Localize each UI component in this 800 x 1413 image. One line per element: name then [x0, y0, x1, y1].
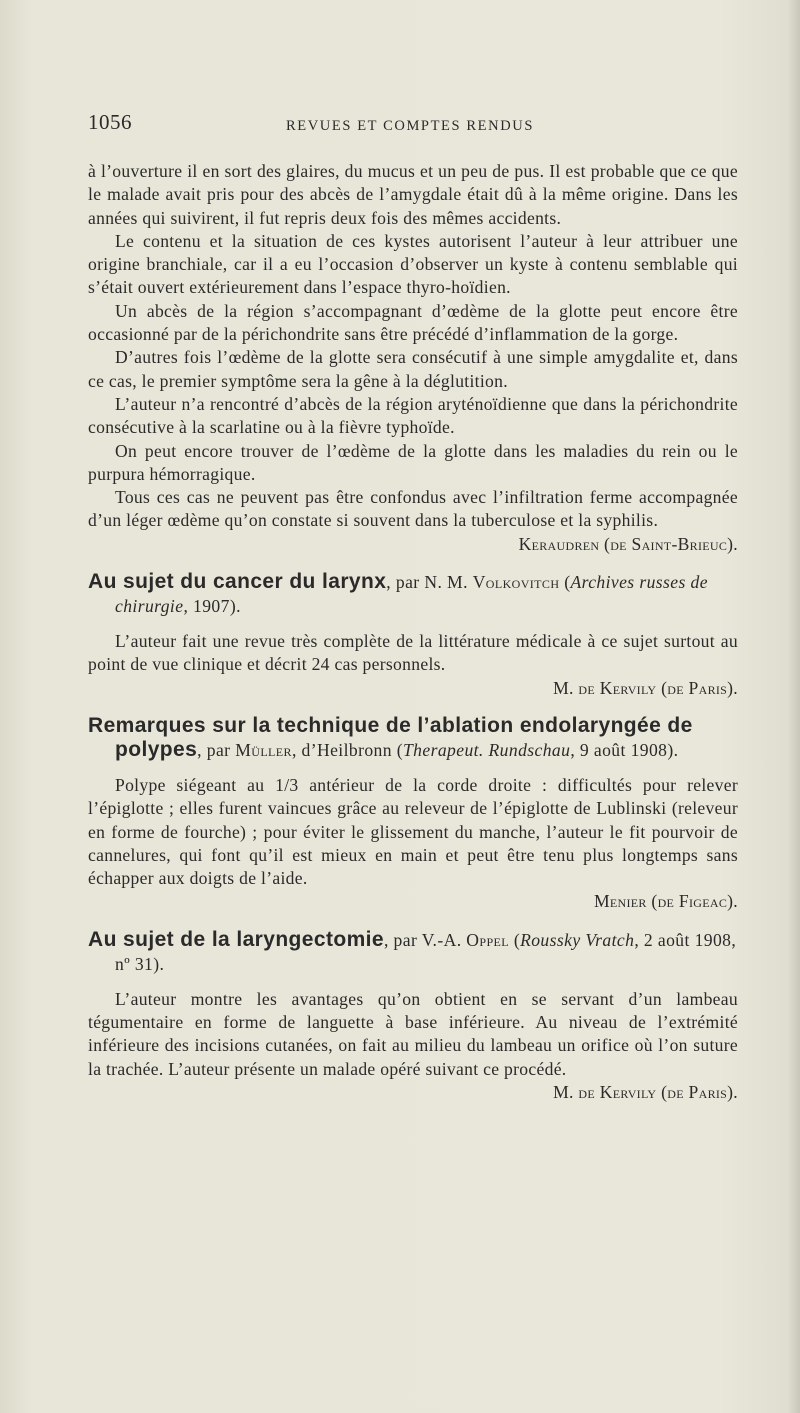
reviewer-signature: M. de Kervily (de Paris).	[553, 677, 738, 698]
review-title: Au sujet de la laryngectomie	[88, 927, 384, 951]
review-heading	[88, 570, 738, 618]
paragraph	[88, 774, 738, 914]
spacer	[88, 762, 738, 774]
review-heading	[88, 928, 738, 976]
author-place: , d’Heilbronn (	[291, 739, 403, 760]
source-journal: Therapeut. Rundschau	[403, 739, 571, 760]
spacer	[88, 914, 738, 928]
paragraph: L’auteur n’a rencontré d’abcès de la région aryténoïdienne que dans la périchondrite consécutive à la scarlatine ou à la fièvre typhoïde.	[88, 393, 738, 438]
spacer	[88, 556, 738, 570]
author-name: Müller	[235, 739, 292, 760]
page-body	[88, 160, 738, 1104]
page-edge	[786, 0, 800, 1413]
byline: , par V.-A.	[383, 929, 467, 950]
paragraph: L’auteur fait une revue très complète de la littérature médicale à ce sujet surtout au point de vue clinique et décrit 24 cas personnels.	[88, 631, 738, 675]
paragraph-text: Polype siégeant au 1/3 antérieur de la corde droite : difficultés pour relever l’épiglotte ; elles furent vaincues grâce au releveur de l’épiglotte de Lublinski (releveur en forme de fourche) ; pour éviter le glissement du manche, l’auteur le fit pourvoir de cannelures, qui font qu’il est mieux en main et peut être tenu plus longtemps sans échapper aux doigts de l’aide.	[88, 774, 738, 889]
paragraph: à l’ouverture il en sort des glaires, du mucus et un peu de pus. Il est probable que ce que le malade avait pris pour des abcès de l’amygdale était dû à la même origine. Dans les années qui suivirent, il fut repris deux fois des mêmes accidents.	[88, 161, 738, 228]
spacer	[88, 976, 738, 988]
source-open: (	[509, 929, 521, 950]
spacer	[88, 618, 738, 630]
author-name: Volkovitch	[472, 572, 560, 593]
page-header	[88, 110, 768, 150]
paragraph: D’autres fois l’œdème de la glotte sera consécutif à une simple amygdalite et, dans ce cas, le premier symptôme sera la gêne à la déglutition.	[88, 347, 738, 391]
reviewer-signature: Keraudren (de Saint-Brieuc).	[518, 533, 738, 554]
source-date: , 2 août 1908, nº 31).	[115, 929, 737, 974]
paragraph: Le contenu et la situation de ces kystes autorisent l’auteur à leur attribuer une origine branchiale, car il a eu l’occasion d’observer un kyste à contenu semblable qui s’était ouvert extérieurement dans l’espace thyro-hoïdien.	[88, 230, 738, 298]
paragraph	[88, 486, 738, 556]
reviewer-signature: M. de Kervily (de Paris).	[553, 1081, 738, 1102]
paragraph-text: Tous ces cas ne peuvent pas être confondus avec l’infiltration ferme accompagnée d’un léger œdème qu’on constate si souvent dans la tuberculose et la syphilis.	[88, 487, 738, 531]
source-journal: Archives russes de chirurgie	[115, 572, 708, 617]
byline: , par	[197, 739, 236, 760]
spacer	[88, 700, 738, 714]
paragraph: On peut encore trouver de l’œdème de la glotte dans les maladies du rein ou le purpura hémorragique.	[88, 440, 738, 484]
running-title: REVUES ET COMPTES RENDUS	[286, 118, 535, 134]
source-journal: Roussky Vratch	[520, 929, 635, 950]
reviewer-signature: Menier (de Figeac).	[593, 891, 738, 912]
paragraph: Un abcès de la région s’accompagnant d’œdème de la glotte peut encore être occasionné par de la périchondrite sans être précédé d’inflammation de la gorge.	[88, 300, 738, 345]
byline: , par N. M.	[386, 572, 473, 593]
review-heading	[88, 714, 738, 762]
review-title: Au sujet du cancer du larynx	[88, 570, 387, 594]
author-name: Oppel	[466, 929, 510, 950]
paragraph: L’auteur montre les avantages qu’on obtient en se servant d’un lambeau tégumentaire en forme de languette à base inférieure. Au niveau de l’extrémité inférieure des incisions cutanées, on fait au milieu du lambeau un orifice où l’on suture la trachée. L’auteur présente un malade opéré suivant ce procédé.	[88, 988, 738, 1079]
page-number: 1056	[88, 110, 132, 134]
source-date: , 1907).	[183, 596, 241, 617]
review-title: Remarques sur la technique de l’ablation endolaryngée de polypes	[88, 713, 693, 761]
source-date: , 9 août 1908).	[570, 739, 679, 760]
source-open: (	[559, 572, 571, 593]
